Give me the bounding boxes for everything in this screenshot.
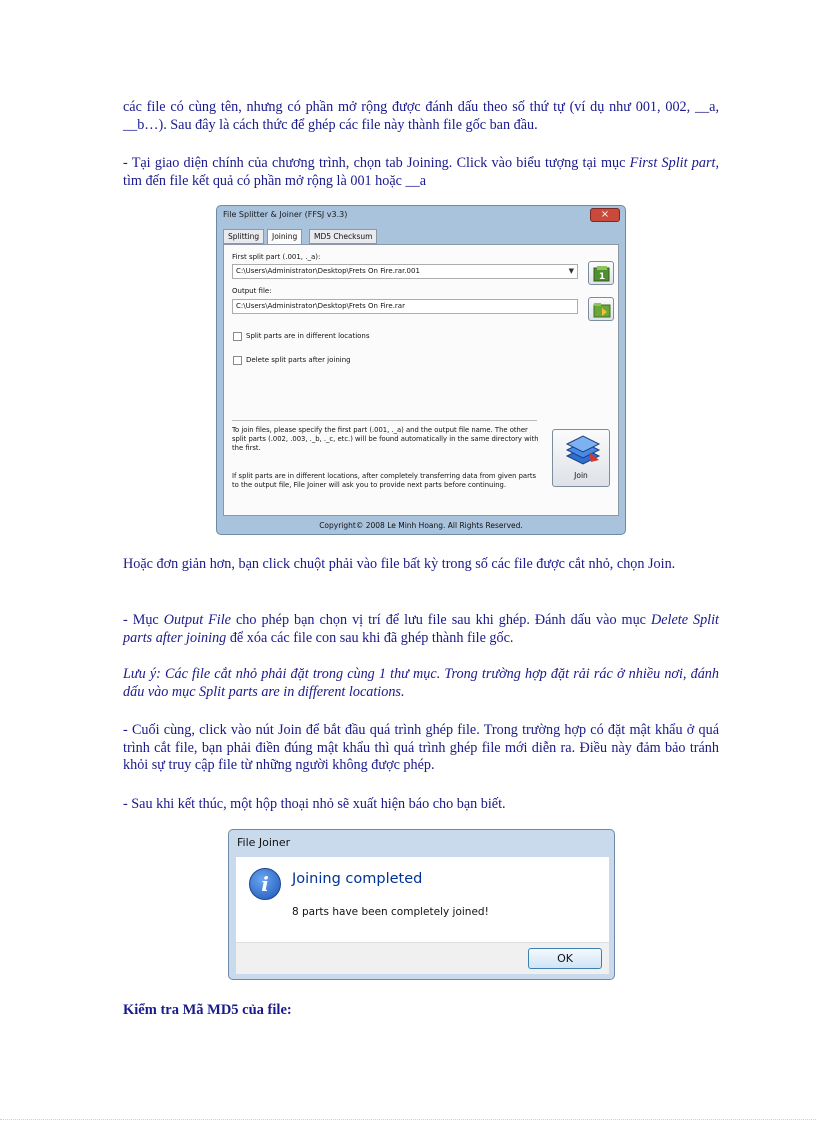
split-locations-checkbox[interactable] [233,332,242,341]
dialog-main-message: Joining completed [292,871,423,887]
tab-splitting[interactable]: Splitting [223,229,264,244]
svg-text:1: 1 [598,272,606,282]
output-file-label: Output file: [232,287,272,295]
tab-joining[interactable]: Joining [267,229,302,245]
p2-first-split-part: First Split part [629,155,716,171]
first-split-value: C:\Users\Administrator\Desktop\Frets On Fire.rar.001 [236,267,420,275]
first-split-label: First split part (.001, ._a): [232,253,321,261]
join-button[interactable] [552,429,610,487]
paragraph-right-click: Hoặc đơn giản hơn, bạn click chuột phải vào file bất kỳ trong số các file được cắt nhỏ, chọn Join. [123,556,676,572]
first-split-input[interactable] [232,264,578,279]
p2-text-a: - Tại giao diện chính của chương trình, chọn tab Joining. Click vào biểu tượng tại mục [123,155,630,171]
ffsj-window-title: File Splitter & Joiner (FFSJ v3.3) [223,210,348,219]
ok-button[interactable]: OK [528,948,602,969]
p2-text-c: , tìm đến file kết quả có phần mở rộng là 001 hoặc __a [123,155,719,189]
paragraph-note: Lưu ý: Các file cắt nhỏ phải đặt trong cùng 1 thư mục. Trong trường hợp đặt rải rác ở nhiều nơi, đánh dấu vào mục Split parts are in different locations. [123,666,719,700]
p4-delete-split-parts: Delete Split parts after joining [123,612,719,646]
dialog-footer [236,942,609,974]
paragraph-join-button: - Cuối cùng, click vào nút Join để bắt đầu quá trình ghép file. Trong trường hợp có đặt mật khẩu ở quá trình cắt file, bạn phải điền đúng mật khẩu thì quá trình ghép file mới diễn ra. Điều này đảm bảo tránh khỏi sự truy cập file từ những người không được phép. [123,722,719,773]
browse-first-part-button[interactable] [588,261,614,285]
divider [232,420,537,421]
p4-output-file: Output File [163,612,231,628]
ffsj-titlebar [217,206,625,228]
browse-output-button[interactable] [588,297,614,321]
join-icon [553,430,611,470]
dialog-title: File Joiner [237,836,291,849]
dialog-sub-message: 8 parts have been completely joined! [292,906,489,918]
output-file-input[interactable]: C:\Users\Administrator\Desktop\Frets On Fire.rar [232,299,578,314]
info-icon: i [249,868,281,900]
paragraph-dialog: - Sau khi kết thúc, một hộp thoại nhỏ sẽ xuất hiện báo cho bạn biết. [123,796,506,812]
p4-text-a: - Mục [123,612,164,628]
open-file-icon [589,262,615,286]
paragraph-joining-tab [123,155,719,190]
tab-md5-checksum[interactable]: MD5 Checksum [309,229,377,244]
md5-heading: Kiểm tra Mã MD5 của file: [123,1002,292,1018]
p4-text-c: cho phép bạn chọn vị trí để lưu file sau khi ghép. Đánh dấu vào mục [230,612,651,628]
page-bottom-rule [0,1119,816,1120]
locations-instructions: If split parts are in different locations, after completely transferring data from given parts to the output file, File Joiner will ask you to provide next parts before continuing. [232,472,537,489]
folder-icon [589,298,615,322]
paragraph-output-file [123,612,719,647]
p4-text-e: để xóa các file con sau khi đã ghép thành file gốc. [226,629,514,646]
chevron-down-icon[interactable]: ▼ [568,267,574,275]
ffsj-window [216,205,626,535]
delete-parts-label: Delete split parts after joining [246,356,351,364]
join-instructions: To join files, please specify the first part (.001, ._a) and the output file name. The other split parts (.002, .003, ._b, ._c, etc.) will be found automatically in the same directory with the first. [232,426,539,452]
paragraph-intro: các file có cùng tên, nhưng có phần mở rộng được đánh dấu theo số thứ tự (ví dụ như 001, 002, __a, __b…). Sau đây là cách thức để ghép các file này thành file gốc ban đầu. [123,99,719,133]
dialog-content [236,857,609,942]
split-locations-label: Split parts are in different locations [246,332,370,340]
close-icon[interactable]: × [590,208,620,222]
join-label: Join [574,471,588,480]
joining-panel [223,244,619,516]
delete-parts-checkbox[interactable] [233,356,242,365]
file-joiner-dialog [228,829,615,980]
copyright-text: Copyright© 2008 Le Minh Hoang. All Rights Reserved. [319,521,523,530]
